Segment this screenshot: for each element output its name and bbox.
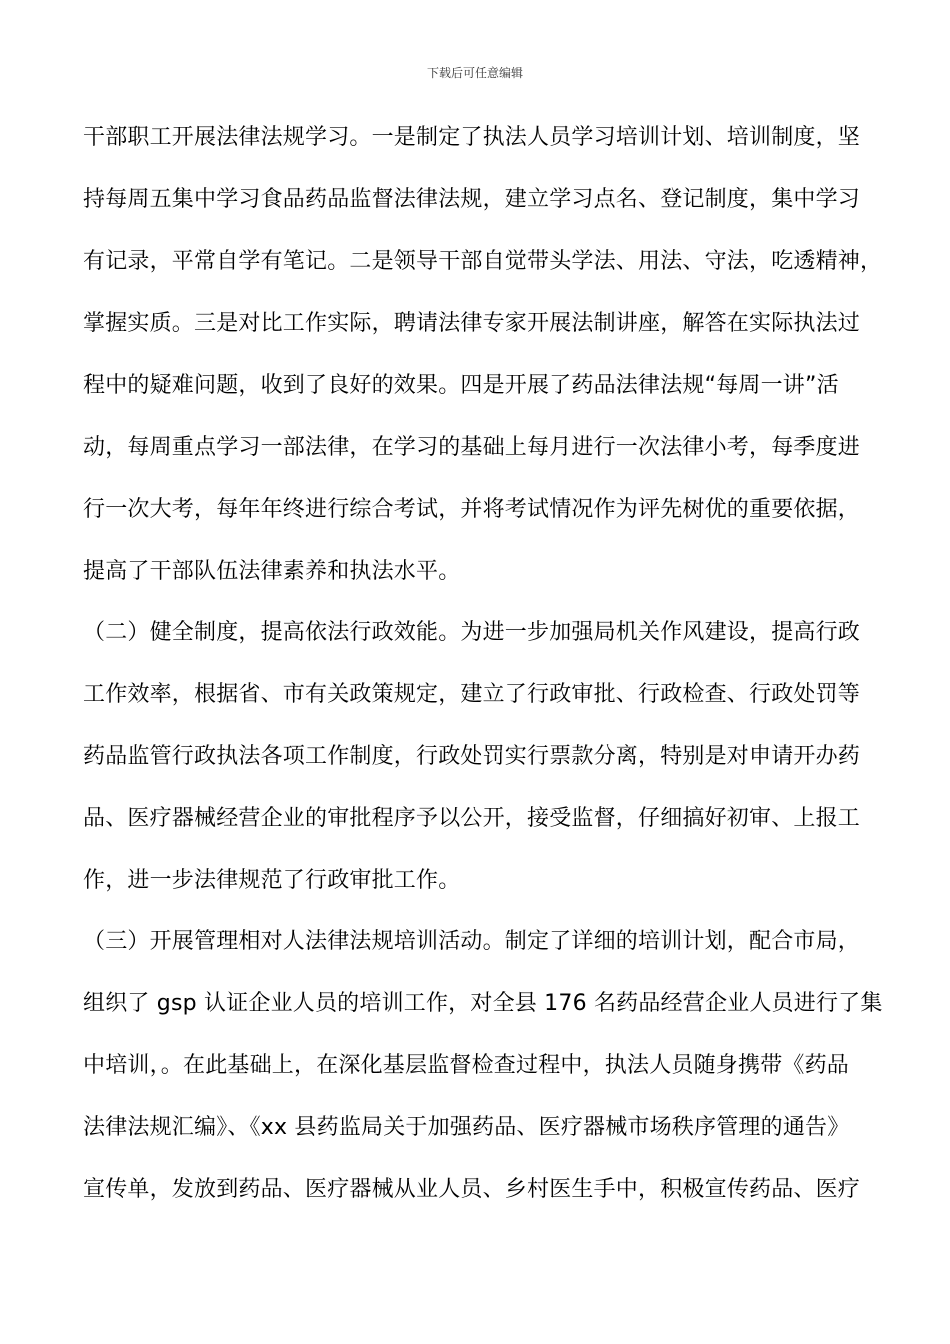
text-line: 行一次大考，每年年终进行综合考试，并将考试情况作为评先树优的重要依据， (83, 497, 861, 522)
text-line: 有记录，平常自学有笔记。二是领导干部自觉带头学法、用法、守法，吃透精神， (83, 249, 883, 274)
text-line: （三）开展管理相对人法律法规培训活动。制定了详细的培训计划，配合市局， (83, 929, 861, 954)
text-line: 组织了 gsp 认证企业人员的培训工作，对全县 176 名药品经营企业人员进行了集 (83, 991, 883, 1016)
text-line: 持每周五集中学习食品药品监督法律法规，建立学习点名、登记制度，集中学习 (83, 187, 861, 212)
text-line: （二）健全制度，提高依法行政效能。为进一步加强局机关作风建设，提高行政 (83, 620, 861, 645)
text-line: 提高了干部队伍法律素养和执法水平。 (83, 559, 461, 584)
text-line: 法律法规汇编》、《xx 县药监局关于加强药品、医疗器械市场秩序管理的通告》 (83, 1115, 850, 1140)
text-line: 宣传单，发放到药品、医疗器械从业人员、乡村医生手中，积极宣传药品、医疗 (83, 1177, 861, 1202)
text-line: 品、医疗器械经营企业的审批程序予以公开，接受监督，仔细搞好初审、上报工 (83, 806, 861, 831)
text-line: 药品监管行政执法各项工作制度，行政处罚实行票款分离，特别是对申请开办药 (83, 744, 861, 769)
text-line: 程中的疑难问题，收到了良好的效果。四是开展了药品法律法规“每周一讲”活 (83, 373, 839, 398)
text-line: 掌握实质。三是对比工作实际，聘请法律专家开展法制讲座，解答在实际执法过 (83, 311, 861, 336)
text-line: 干部职工开展法律法规学习。一是制定了执法人员学习培训计划、培训制度，坚 (83, 125, 861, 150)
text-line: 动，每周重点学习一部法律，在学习的基础上每月进行一次法律小考，每季度进 (83, 435, 861, 460)
text-line: 工作效率，根据省、市有关政策规定，建立了行政审批、行政检查、行政处罚等 (83, 682, 861, 707)
page-header: 下载后可任意编辑 (426, 66, 523, 80)
text-line: 作，进一步法律规范了行政审批工作。 (83, 868, 461, 893)
text-line: 中培训，。在此基础上，在深化基层监督检查过程中，执法人员随身携带《药品 (83, 1053, 850, 1078)
